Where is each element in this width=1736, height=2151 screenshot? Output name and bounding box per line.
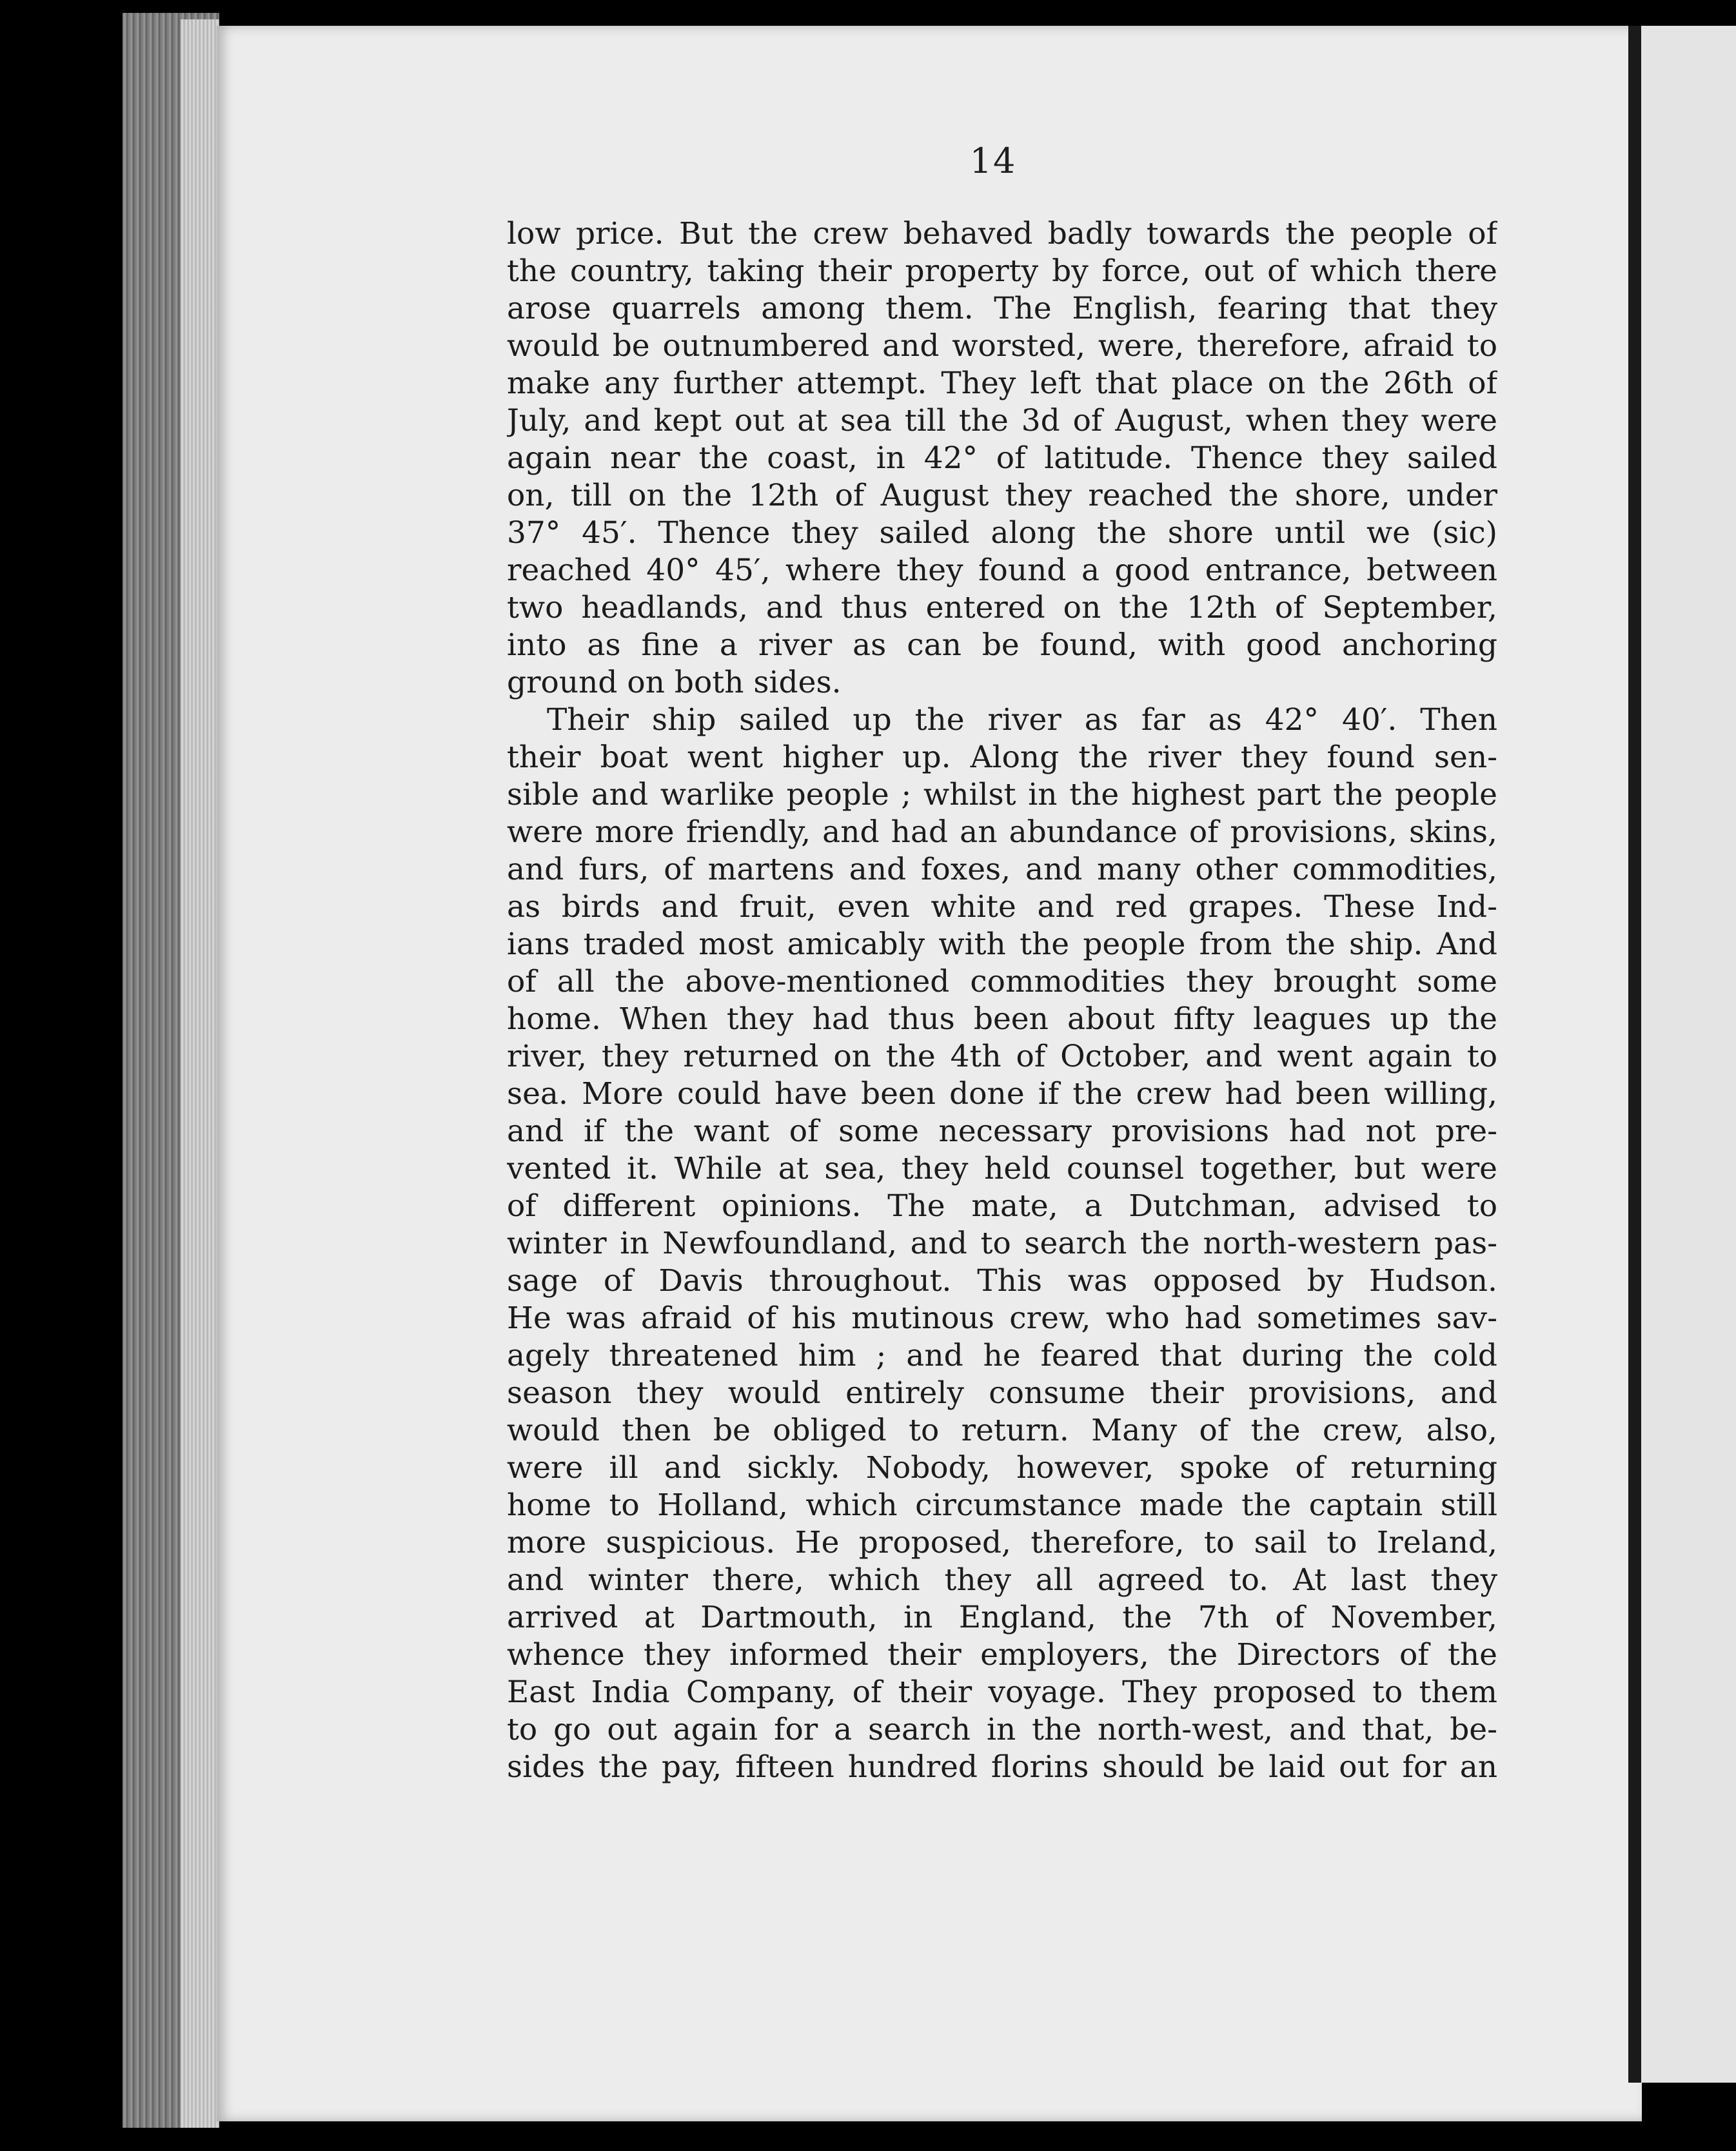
text-line: ians traded most amicably with the people from the ship. And xyxy=(507,927,1497,962)
text-line: arose quarrels among them. The English, fearing that they xyxy=(507,291,1497,326)
gutter-shadow xyxy=(1628,26,1641,2083)
text-line: and furs, of martens and foxes, and many other commodities, xyxy=(507,852,1497,887)
body-text xyxy=(507,215,1497,1786)
text-line: home to Holland, which circumstance made the captain still xyxy=(507,1488,1497,1523)
text-line: sides the pay, fifteen hundred florins should be laid out for an xyxy=(507,1749,1497,1785)
text-line: to go out again for a search in the north-west, and that, be- xyxy=(507,1712,1497,1747)
text-line: make any further attempt. They left that place on the 26th of xyxy=(507,366,1497,401)
text-line: arrived at Dartmouth, in England, the 7th of November, xyxy=(507,1600,1497,1635)
facing-page-edge xyxy=(1641,26,1736,2083)
text-line: whence they informed their employers, the Directors of the xyxy=(507,1637,1497,1673)
text-line: sible and warlike people ; whilst in the highest part the people xyxy=(507,777,1497,812)
text-line: He was afraid of his mutinous crew, who had sometimes sav- xyxy=(507,1301,1497,1336)
text-line: season they would entirely consume their provisions, and xyxy=(507,1375,1497,1411)
text-line: sage of Davis throughout. This was opposed by Hudson. xyxy=(507,1263,1497,1299)
text-line: and winter there, which they all agreed to. At last they xyxy=(507,1562,1497,1598)
text-line: their boat went higher up. Along the river they found sen- xyxy=(507,740,1497,775)
text-line: were ill and sickly. Nobody, however, spoke of returning xyxy=(507,1450,1497,1486)
text-line: winter in Newfoundland, and to search the north-western pas- xyxy=(507,1226,1497,1261)
page-number: 14 xyxy=(969,141,1017,181)
text-line: on, till on the 12th of August they reached the shore, under xyxy=(507,478,1497,513)
text-line: of all the above-mentioned commodities they brought some xyxy=(507,964,1497,999)
text-line: Their ship sailed up the river as far as 42° 40′. Then xyxy=(547,702,1497,738)
text-line: reached 40° 45′, where they found a good entrance, between xyxy=(507,553,1497,588)
text-line: East India Company, of their voyage. They proposed to them xyxy=(507,1675,1497,1710)
text-line: river, they returned on the 4th of October, and went again to xyxy=(507,1039,1497,1074)
text-line: were more friendly, and had an abundance of provisions, skins, xyxy=(507,814,1497,850)
text-line: and if the want of some necessary provisions had not pre- xyxy=(507,1114,1497,1149)
page-stack-inner-edge xyxy=(181,19,219,2128)
text-line: of different opinions. The mate, a Dutchman, advised to xyxy=(507,1188,1497,1224)
text-line: vented it. While at sea, they held counsel together, but were xyxy=(507,1151,1497,1186)
text-line: again near the coast, in 42° of latitude. Thence they sailed xyxy=(507,440,1497,476)
text-line: as birds and fruit, even white and red grapes. These Ind- xyxy=(507,889,1497,925)
text-line: the country, taking their property by force, out of which there xyxy=(507,253,1497,289)
text-line: into as fine a river as can be found, with good anchoring xyxy=(507,627,1497,663)
text-line: home. When they had thus been about fifty leagues up the xyxy=(507,1001,1497,1037)
text-line: agely threatened him ; and he feared that during the cold xyxy=(507,1338,1497,1373)
text-line: ground on both sides. xyxy=(507,665,842,700)
text-line: low price. But the crew behaved badly towards the people of xyxy=(507,216,1497,251)
text-line: would be outnumbered and worsted, were, therefore, afraid to xyxy=(507,328,1497,364)
text-line: July, and kept out at sea till the 3d of August, when they were xyxy=(507,403,1497,438)
text-line: sea. More could have been done if the crew had been willing, xyxy=(507,1076,1497,1112)
text-line: would then be obliged to return. Many of the crew, also, xyxy=(507,1413,1497,1448)
text-line: 37° 45′. Thence they sailed along the shore until we (sic) xyxy=(507,515,1497,551)
text-line: more suspicious. He proposed, therefore, to sail to Ireland, xyxy=(507,1525,1497,1560)
text-line: two headlands, and thus entered on the 12th of September, xyxy=(507,590,1497,625)
